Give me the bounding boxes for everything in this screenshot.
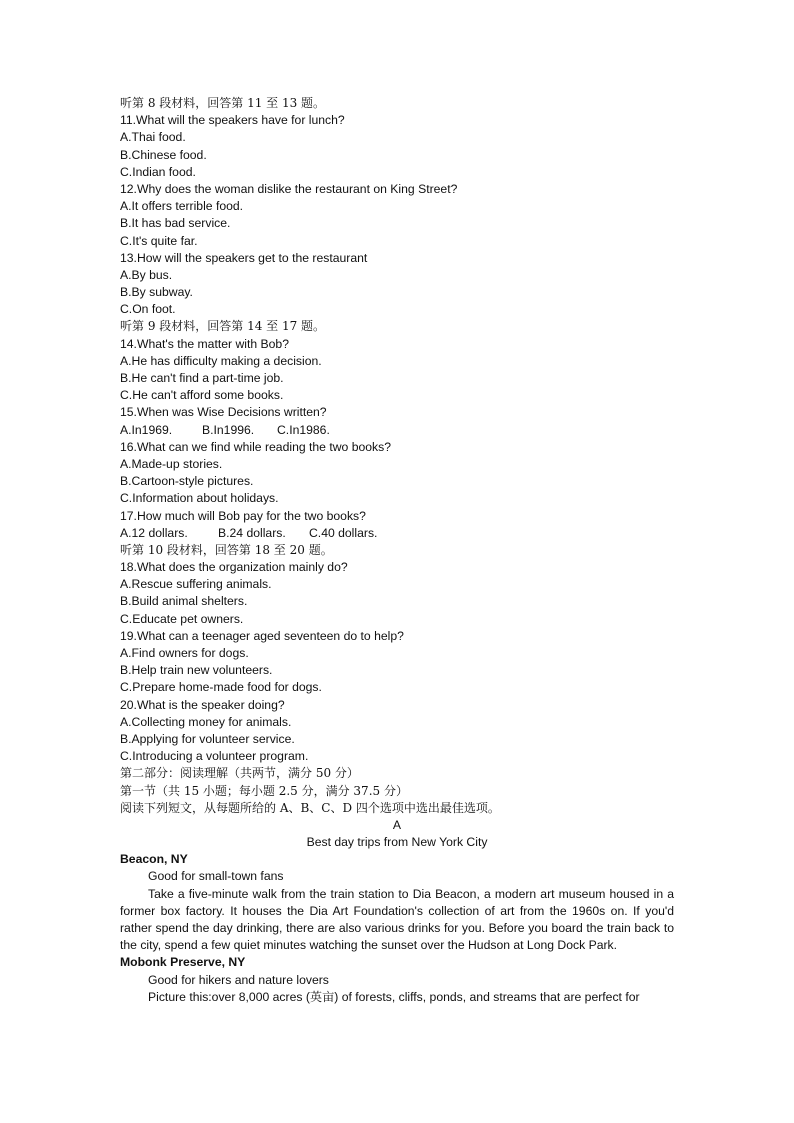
question-13: 13.How will the speakers get to the restaurant <box>120 250 368 265</box>
beacon-heading: Beacon, NY <box>120 852 188 867</box>
reading-instruction: 阅读下列短文，从每题所给的 A、B、C、D 四个选项中选出最佳选项。 <box>120 800 500 815</box>
mobonk-heading: Mobonk Preserve, NY <box>120 955 246 970</box>
q17-options <box>120 525 674 542</box>
q18-option-b: B.Build animal shelters. <box>120 594 248 609</box>
q11-option-b: B.Chinese food. <box>120 147 207 162</box>
q12-option-a: A.It offers terrible food. <box>120 199 244 214</box>
q17-option-c: C.40 dollars. <box>309 525 378 540</box>
q16-option-c: C.Information about holidays. <box>120 491 279 506</box>
q14-option-b: B.He can't find a part-time job. <box>120 371 284 385</box>
q12-option-c: C.It's quite far. <box>120 233 198 248</box>
q15-option-a: A.In1969. <box>120 422 173 437</box>
q13-option-b: B.By subway. <box>120 285 193 300</box>
question-16: 16.What can we find while reading the two books? <box>120 439 391 454</box>
q20-option-c: C.Introducing a volunteer program. <box>120 749 309 764</box>
q16-option-b: B.Cartoon-style pictures. <box>120 474 254 489</box>
question-11: 11.What will the speakers have for lunch? <box>120 113 345 128</box>
mobonk-tagline: Good for hikers and nature lovers <box>148 972 329 987</box>
q11-option-a: A.Thai food. <box>120 130 186 145</box>
question-12: 12.Why does the woman dislike the restaurant on King Street? <box>120 181 458 196</box>
q11-option-c: C.Indian food. <box>120 164 196 179</box>
q12-option-b: B.It has bad service. <box>120 216 231 231</box>
q14-option-c: C.He can't afford some books. <box>120 388 284 403</box>
q20-option-b: B.Applying for volunteer service. <box>120 731 295 746</box>
q19-option-b: B.Help train new volunteers. <box>120 663 273 678</box>
q17-option-a: A.12 dollars. <box>120 525 188 540</box>
q20-option-a: A.Collecting money for animals. <box>120 714 292 729</box>
question-14: 14.What's the matter with Bob? <box>120 336 289 351</box>
q19-option-a: A.Find owners for dogs. <box>120 646 249 660</box>
question-18: 18.What does the organization mainly do? <box>120 560 348 575</box>
passage-title: Best day trips from New York City <box>306 835 488 850</box>
section-1-heading: 第一节（共 15 小题；每小题 2.5 分，满分 37.5 分） <box>120 783 408 798</box>
mobonk-paragraph: Picture this:over 8,000 acres (英亩) of forests, cliffs, ponds, and streams that are perfect for <box>148 989 640 1004</box>
q16-option-a: A.Made-up stories. <box>120 456 223 471</box>
question-17: 17.How much will Bob pay for the two books? <box>120 508 366 523</box>
q15-option-c: C.In1986. <box>277 422 330 437</box>
question-15: 15.When was Wise Decisions written? <box>120 405 327 420</box>
q13-option-c: C.On foot. <box>120 302 176 317</box>
q14-option-a: A.He has difficulty making a decision. <box>120 353 322 368</box>
q18-option-c: C.Educate pet owners. <box>120 611 244 626</box>
question-19: 19.What can a teenager aged seventeen do to help? <box>120 628 404 643</box>
q15-option-b: B.In1996. <box>202 422 255 437</box>
section-8-heading: 听第 8 段材料，回答第 11 至 13 题。 <box>120 96 326 110</box>
part-2-heading: 第二部分：阅读理解（共两节，满分 50 分） <box>120 766 359 781</box>
q19-option-c: C.Prepare home-made food for dogs. <box>120 680 322 695</box>
beacon-tagline: Good for small-town fans <box>148 869 284 884</box>
exam-page <box>120 95 674 1006</box>
question-20: 20.What is the speaker doing? <box>120 697 285 712</box>
q15-options <box>120 422 674 439</box>
section-10-heading: 听第 10 段材料，回答第 18 至 20 题。 <box>120 542 333 557</box>
passage-letter: A <box>392 817 402 832</box>
section-9-heading: 听第 9 段材料，回答第 14 至 17 题。 <box>120 319 326 334</box>
q17-option-b: B.24 dollars. <box>218 525 286 540</box>
q18-option-a: A.Rescue suffering animals. <box>120 577 272 592</box>
beacon-paragraph: Take a five-minute walk from the train station to Dia Beacon, a modern art museum housed in a former box factory. It houses the Dia Art Foundation's collection of art from the 1960s on. If you'd rather spend the day drinking, there are also various drinks for you. Before you board the train back to the city, spend a few quiet minutes watching the sunset over the Hudson at Long Dock Park. <box>120 886 674 953</box>
q13-option-a: A.By bus. <box>120 267 173 282</box>
